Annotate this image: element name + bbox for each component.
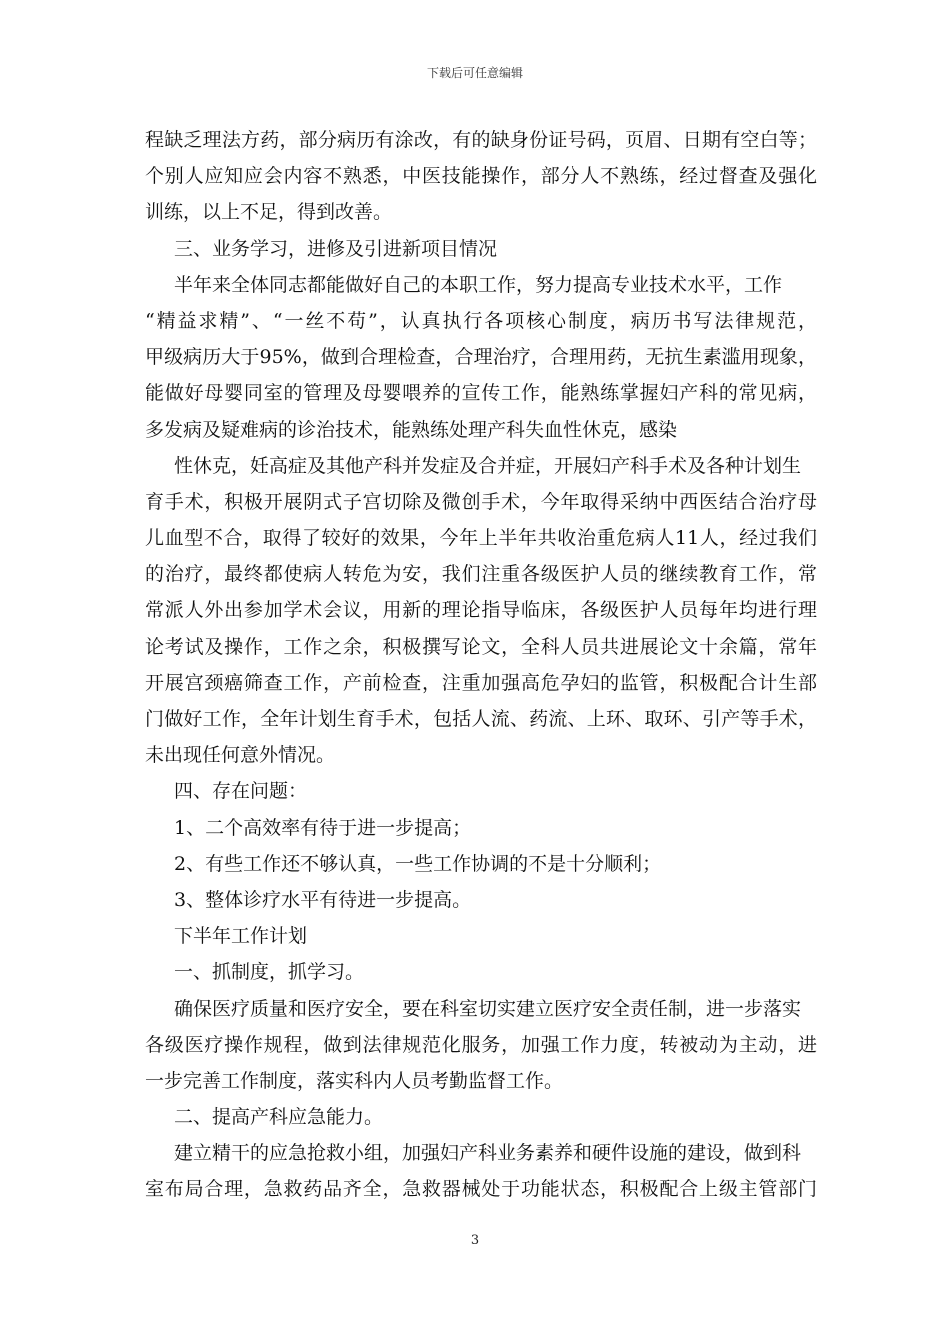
- text-line: 室布局合理，急救药品齐全，急救器械处于功能状态，积极配合上级主管部门: [145, 1178, 817, 1201]
- text-line: 一步完善工作制度，落实科内人员考勤监督工作。: [145, 1069, 564, 1092]
- text-line: 未出现任何意外情况。: [145, 744, 336, 767]
- text-line: 3、整体诊疗水平有待进一步提高。: [174, 888, 472, 911]
- text-line: 2、有些工作还不够认真，一些工作协调的不是十分顺利；: [174, 852, 662, 875]
- text-line: 程缺乏理法方药，部分病历有涂改，有的缺身份证号码，页眉、日期有空白等；: [145, 129, 817, 151]
- text-line: 半年来全体同志都能做好自己的本职工作，努力提高专业技术水平，工作: [174, 273, 783, 296]
- text-line: 一、抓制度，抓学习。: [174, 961, 365, 984]
- text-line: 性休克，妊高症及其他产科并发症及合并症，开展妇产科手术及各种计划生: [174, 454, 802, 477]
- text-line: 论考试及操作，工作之余，积极撰写论文，全科人员共进展论文十余篇，常年: [145, 635, 817, 658]
- page-number: 3: [470, 1233, 480, 1248]
- text-line: 的治疗，最终都使病人转危为安，我们注重各级医护人员的继续教育工作，常: [145, 563, 817, 586]
- text-line: 各级医疗操作规程，做到法律规范化服务，加强工作力度，转被动为主动，进: [145, 1033, 817, 1056]
- text-line: 多发病及疑难病的诊治技术，能熟练处理产科失血性休克，感染: [145, 418, 678, 441]
- text-line: 育手术，积极开展阴式子宫切除及微创手术，今年取得采纳中西医结合治疗母: [145, 490, 817, 513]
- text-line: “精益求精”、“一丝不苟”，认真执行各项核心制度，病历书写法律规范，: [145, 309, 817, 332]
- text-line: 建立精干的应急抢救小组，加强妇产科业务素养和硬件设施的建设，做到科: [174, 1142, 802, 1165]
- text-line: 二、提高产科应急能力。: [174, 1106, 384, 1129]
- text-line: 甲级病历大于95%，做到合理检查，合理治疗，合理用药，无抗生素滥用现象，: [145, 346, 817, 369]
- text-line: 下半年工作计划: [174, 925, 308, 948]
- text-line: 开展宫颈癌筛查工作，产前检查，注重加强高危孕妇的监管，积极配合计生部: [145, 671, 817, 694]
- text-line: 1、二个高效率有待于进一步提高；: [174, 816, 472, 839]
- text-line: 儿血型不合，取得了较好的效果，今年上半年共收治重危病人11人，经过我们: [145, 527, 817, 550]
- text-line: 三、业务学习，进修及引进新项目情况: [174, 237, 498, 260]
- text-line: 确保医疗质量和医疗安全，要在科室切实建立医疗安全责任制，进一步落实: [174, 997, 802, 1020]
- text-line: 训练，以上不足，得到改善。: [145, 201, 393, 224]
- document-body: [145, 122, 817, 1208]
- text-line: 四、存在问题：: [174, 780, 308, 803]
- text-line: 个别人应知应会内容不熟悉，中医技能操作，部分人不熟练，经过督查及强化: [145, 165, 817, 188]
- text-line: 门做好工作，全年计划生育手术，包括人流、药流、上环、取环、引产等手术，: [145, 708, 817, 730]
- text-line: 常派人外出参加学术会议，用新的理论指导临床，各级医护人员每年均进行理: [145, 599, 817, 622]
- page-header: 下载后可任意编辑: [426, 66, 523, 80]
- text-line: 能做好母婴同室的管理及母婴喂养的宣传工作，能熟练掌握妇产科的常见病，: [145, 382, 817, 405]
